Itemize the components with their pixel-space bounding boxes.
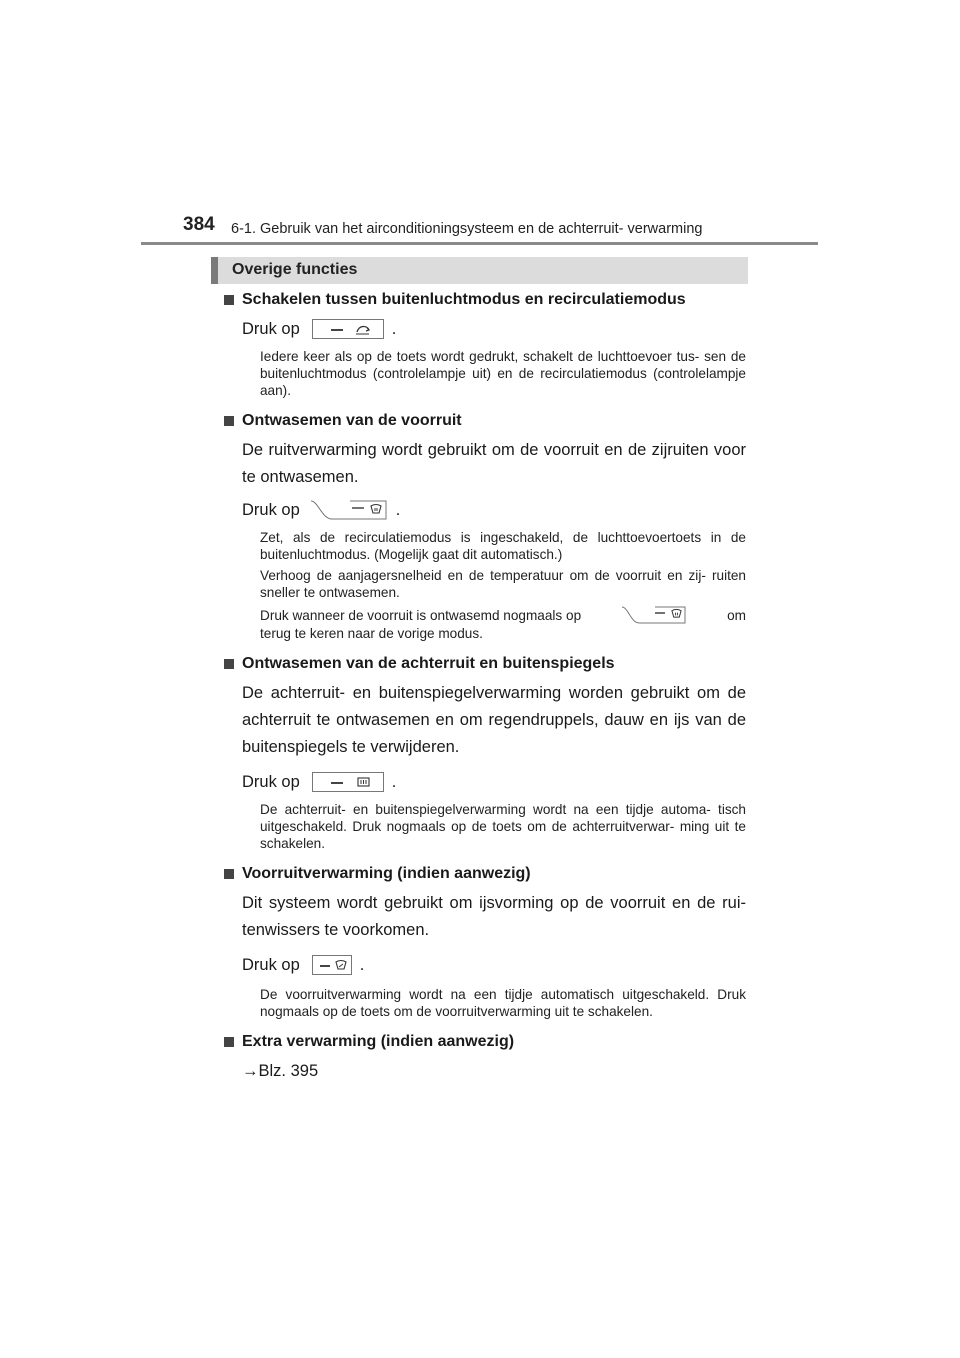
note: De voorruitverwarming wordt na een tijdje automatisch uitgeschakeld. Druk nogmaals op de toets om de voorruitverwarming uit te schakelen. xyxy=(260,987,746,1019)
chapter-title: 6-1. Gebruik van het airconditioningsysteem en de achterruit- verwarming xyxy=(231,221,703,237)
note: De achterruit- en buitenspiegelverwarming wordt na een tijdje automa- tisch uitgeschakeld. Druk nogmaals op de toets om de achterruitverwar- ming uit te schakelen. xyxy=(260,802,746,851)
heading-wiper-deicer: Voorruitverwarming (indien aanwezig) xyxy=(224,862,746,886)
body-text: De ruitverwarming wordt gebruikt om de voorruit en de zijruiten voor te ontwasemen. xyxy=(242,441,746,486)
page-reference-link[interactable]: →Blz. 395 xyxy=(242,1062,319,1080)
windshield-defrost-button[interactable] xyxy=(310,499,388,521)
bullet-square xyxy=(224,295,234,305)
press-instruction: Druk op . xyxy=(242,501,401,519)
press-instruction: Druk op . xyxy=(242,773,397,791)
heading-windshield-defog: Ontwasemen van de voorruit xyxy=(224,409,746,433)
section-header xyxy=(211,257,748,284)
content xyxy=(224,288,746,1084)
recirculation-button[interactable] xyxy=(312,319,384,339)
windshield-defrost-icon xyxy=(370,503,382,515)
windshield-defrost-icon xyxy=(671,608,682,619)
rear-defrost-button[interactable] xyxy=(312,772,384,792)
recirculation-icon xyxy=(355,323,371,335)
rear-defrost-icon xyxy=(357,776,370,788)
section-title: Overige functies xyxy=(232,261,358,278)
heading-recirculation: Schakelen tussen buitenluchtmodus en recirculatiemodus xyxy=(224,288,746,312)
bullet-square xyxy=(224,1037,234,1047)
note: Verhoog de aanjagersnelheid en de temperatuur om de voorruit en zij- ruiten sneller te ontwasemen. xyxy=(260,568,746,600)
body-text: Dit systeem wordt gebruikt om ijsvorming op de voorruit en de rui- tenwissers te voorkomen. xyxy=(242,894,746,939)
bullet-square xyxy=(224,416,234,426)
note: Iedere keer als op de toets wordt gedrukt, schakelt de luchttoevoer tus- sen de buitenluchtmodus (controlelampje uit) en de recirculatiemodus (controlelampje aan). xyxy=(260,349,746,398)
header-divider xyxy=(141,242,818,245)
windshield-defrost-button-inline[interactable] xyxy=(621,605,687,625)
heading-extra-heater: Extra verwarming (indien aanwezig) xyxy=(224,1030,746,1054)
body-text: De achterruit- en buitenspiegelverwarming worden gebruikt om de achterruit te ontwasemen en om regendruppels, dauw en ijs van de buitenspiegels te verwijderen. xyxy=(242,684,746,756)
note: Druk wanneer de voorruit is ontwasemd nogmaals op om xyxy=(260,605,746,625)
bullet-square xyxy=(224,869,234,879)
wiper-deicer-icon xyxy=(335,959,347,971)
press-instruction: Druk op . xyxy=(242,320,397,338)
note: Zet, als de recirculatiemodus is ingeschakeld, de luchttoevoertoets in de buitenluchtmodus. (Mogelijk gaat dit automatisch.) xyxy=(260,530,746,562)
bullet-square xyxy=(224,659,234,669)
note: terug te keren naar de vorige modus. xyxy=(260,626,483,641)
heading-rear-defog: Ontwasemen van de achterruit en buitenspiegels xyxy=(224,652,746,676)
page-number: 384 xyxy=(183,214,215,235)
press-instruction: Druk op . xyxy=(242,956,365,974)
wiper-deicer-button[interactable] xyxy=(312,955,352,975)
